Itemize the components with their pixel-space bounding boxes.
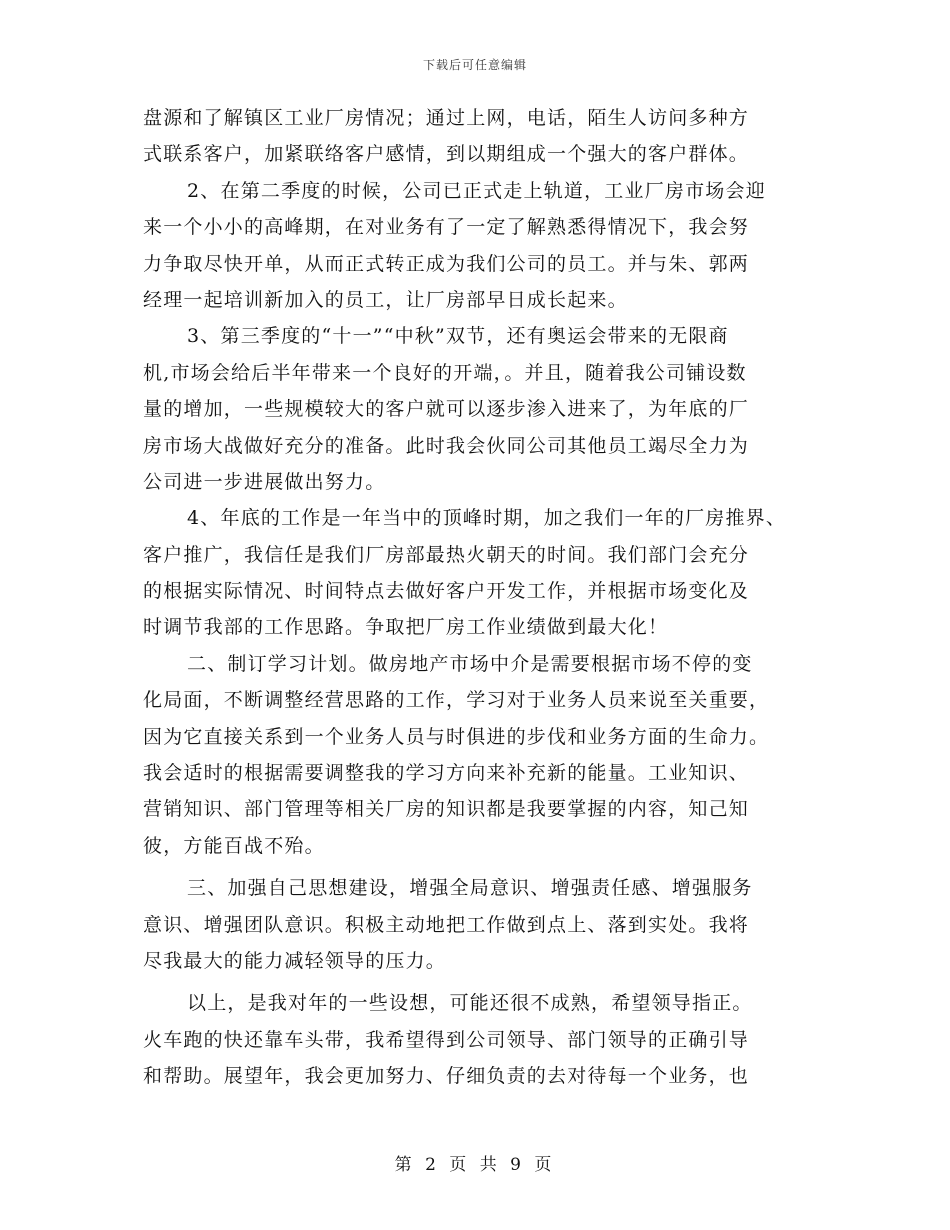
text-line: 因为它直接关系到一个业务人员与时俱进的步伐和业务方面的生命力。	[143, 725, 770, 748]
document-body	[143, 100, 833, 1095]
text-line: 公司进一步进展做出努力。	[143, 470, 386, 493]
text-line: 尽我最大的能力减轻领导的压力。	[143, 949, 447, 972]
text-line: 意识、增强团队意识。积极主动地把工作做到点上、落到实处。我将	[143, 913, 750, 936]
text-line: 火车跑的快还靠车头带，我希望得到公司领导、部门领导的正确引导	[143, 1028, 750, 1051]
paragraph	[143, 318, 833, 500]
text-line: 和帮助。展望年，我会更加努力、仔细负责的去对待每一个业务，也	[143, 1065, 750, 1088]
paragraph	[143, 646, 833, 864]
text-line: 3、第三季度的“十一”“中秋”双节，还有奥运会带来的无限商	[187, 325, 729, 348]
text-line: 机,市场会给后半年带来一个良好的开端，。并且，随着我公司铺设数	[143, 361, 747, 384]
text-line: 的根据实际情况、时间特点去做好客户开发工作，并根据市场变化及	[143, 580, 750, 603]
text-line: 彼，方能百战不殆。	[143, 834, 325, 857]
text-line: 经理一起培训新加入的员工，让厂房部早日成长起来。	[143, 288, 628, 311]
text-line: 式联系客户，加紧联络客户感情，到以期组成一个强大的客户群体。	[143, 143, 750, 166]
text-line: 我会适时的根据需要调整我的学习方向来补充新的能量。工业知识、	[143, 762, 750, 785]
text-line: 2、在第二季度的时候，公司已正式走上轨道，工业厂房市场会迎	[187, 179, 766, 202]
text-line: 盘源和了解镇区工业厂房情况；通过上网，电话，陌生人访问多种方	[143, 107, 750, 129]
paragraph	[143, 870, 833, 979]
page-number: 第 2 页 共 9 页	[394, 1155, 556, 1175]
text-line: 来一个小小的高峰期，在对业务有了一定了解熟悉得情况下，我会努	[143, 216, 750, 239]
text-line: 客户推广，我信任是我们厂房部最热火朝天的时间。我们部门会充分	[143, 543, 750, 566]
text-line: 4、年底的工作是一年当中的顶峰时期，加之我们一年的厂房推界、	[187, 507, 787, 530]
text-line: 以上，是我对年的一些设想，可能还很不成熟，希望领导指正。	[187, 992, 753, 1015]
paragraph	[143, 173, 833, 319]
text-line: 营销知识、部门管理等相关厂房的知识都是我要掌握的内容，知己知	[143, 798, 750, 821]
paragraph	[143, 985, 833, 1094]
text-line: 三、加强自己思想建设，增强全局意识、增强责任感、增强服务	[187, 877, 753, 900]
text-line: 力争取尽快开单，从而正式转正成为我们公司的员工。并与朱、郭两	[143, 252, 750, 275]
text-line: 二、制订学习计划。做房地产市场中介是需要根据市场不停的变	[187, 652, 753, 675]
text-line: 时调节我部的工作思路。争取把厂房工作业绩做到最大化！	[143, 616, 669, 639]
text-line: 化局面，不断调整经营思路的工作，学习对于业务人员来说至关重要，	[143, 689, 770, 712]
page-header-note: 下载后可任意编辑	[422, 58, 527, 72]
paragraph	[143, 500, 833, 646]
paragraph	[143, 100, 833, 173]
text-line: 房市场大战做好充分的准备。此时我会伙同公司其他员工竭尽全力为	[143, 434, 750, 457]
text-line: 量的增加，一些规模较大的客户就可以逐步渗入进来了，为年底的厂	[143, 398, 750, 421]
